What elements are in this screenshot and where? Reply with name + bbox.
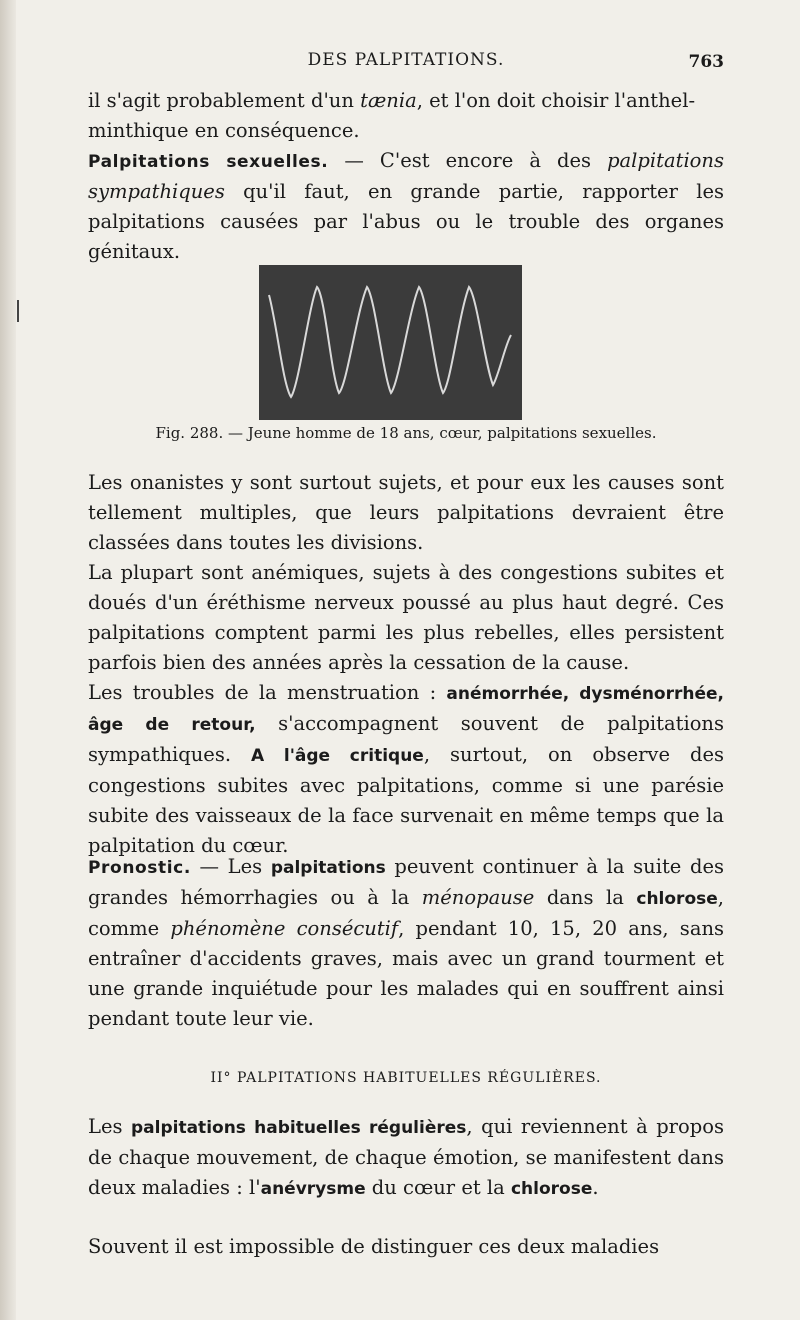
para7-text-a: Les — [88, 1115, 131, 1138]
para6-italic-a: ménopause — [421, 886, 535, 909]
para6-bold-a: palpitations — [270, 858, 386, 878]
paragraph-6 — [88, 852, 724, 1034]
para7-text-c: du cœur et la — [365, 1176, 511, 1199]
figure-caption: Fig. 288. — Jeune homme de 18 ans, cœur, palpitations sexuelles. — [155, 424, 657, 442]
para5-text-b: s'accompagnent souvent de palpitations sympathiques. — [88, 712, 724, 766]
page-edge-shadow — [0, 0, 16, 1320]
para8-text: Souvent il est impossible de distinguer ces deux maladies — [88, 1235, 660, 1258]
para5-text-c: , surtout, on observe des congestions subites avec palpitations, comme si une parésie subite des vaisseaux de la face survenait en même temps que la palpitation du cœur. — [88, 743, 724, 857]
para1-text-b: , et l'on doit choisir l'anthel- — [416, 89, 696, 112]
paragraph-1 — [88, 86, 724, 146]
para6-bold-b: chlorose — [636, 889, 718, 909]
para5-bold-a: anémorrhée, dysménorrhée, âge de retour, — [88, 684, 724, 735]
para1-text-a: il s'agit probablement d'un — [88, 89, 361, 112]
para4-text: La plupart sont anémiques, sujets à des congestions subites et doués d'un éréthisme nerveux poussé au plus haut degré. Ces palpitations comptent parmi les plus rebelles, elles persistent parfois bien des années après la cessation de la cause. — [88, 561, 724, 674]
para5-text-a: Les troubles de la menstruation : — [88, 681, 447, 704]
para2-italic: palpitations sympathiques — [88, 149, 724, 203]
paragraph-5 — [88, 678, 724, 861]
figure-288-image — [259, 265, 522, 420]
section-label-sexuelles: Palpitations sexuelles. — [88, 152, 329, 172]
pulse-trace — [259, 265, 522, 420]
para6-text-b: peuvent continuer à la suite des grandes hémorrhagies ou à la — [88, 855, 724, 909]
paragraph-4 — [88, 558, 724, 678]
para3-text: Les onanistes y sont surtout sujets, et pour eux les causes sont tellement multiples, que leurs palpitations devraient être classées dans toutes les divisions. — [88, 471, 724, 554]
para6-text-a: — Les — [190, 855, 271, 878]
para6-text-d: , comme — [88, 886, 724, 940]
section-label-pronostic: Pronostic. — [88, 858, 191, 878]
para2-text-b: qu'il faut, en grande partie, rapporter les palpitations causées par l'abus ou le trouble des organes génitaux. — [88, 180, 724, 263]
para6-text-c: dans la — [534, 886, 637, 909]
paragraph-3 — [88, 468, 724, 558]
paragraph-7 — [88, 1112, 724, 1204]
margin-mark — [17, 300, 19, 322]
para2-text-a: — C'est encore à des — [328, 149, 608, 172]
para6-text-e: , pendant 10, 15, 20 ans, sans entraîner d'accidents graves, mais avec un grand tourment et une grande inquiétude pour les malades qui en souffrent ainsi pendant toute leur vie. — [88, 917, 725, 1030]
para7-bold-b: anévrysme — [260, 1179, 366, 1199]
paragraph-2 — [88, 146, 724, 267]
page-number: 763 — [688, 52, 724, 72]
para5-bold-b: A l'âge critique — [251, 746, 424, 766]
running-header — [88, 50, 724, 78]
para7-text-b: , qui reviennent à propos de chaque mouvement, de chaque émotion, se manifestent dans deux maladies : l' — [88, 1115, 724, 1199]
para7-text-d: . — [592, 1176, 599, 1199]
running-title: DES PALPITATIONS. — [307, 50, 505, 70]
para1-text-c: minthique en conséquence. — [88, 119, 360, 142]
section-title: II° PALPITATIONS HABITUELLES RÉGULIÈRES. — [210, 1070, 602, 1086]
para1-italic: tænia — [360, 89, 417, 112]
paragraph-8 — [88, 1232, 724, 1262]
para6-italic-b: phénomène consécutif — [170, 917, 399, 940]
para7-bold-a: palpitations habituelles régulières — [131, 1118, 467, 1138]
para7-bold-c: chlorose — [510, 1179, 593, 1199]
